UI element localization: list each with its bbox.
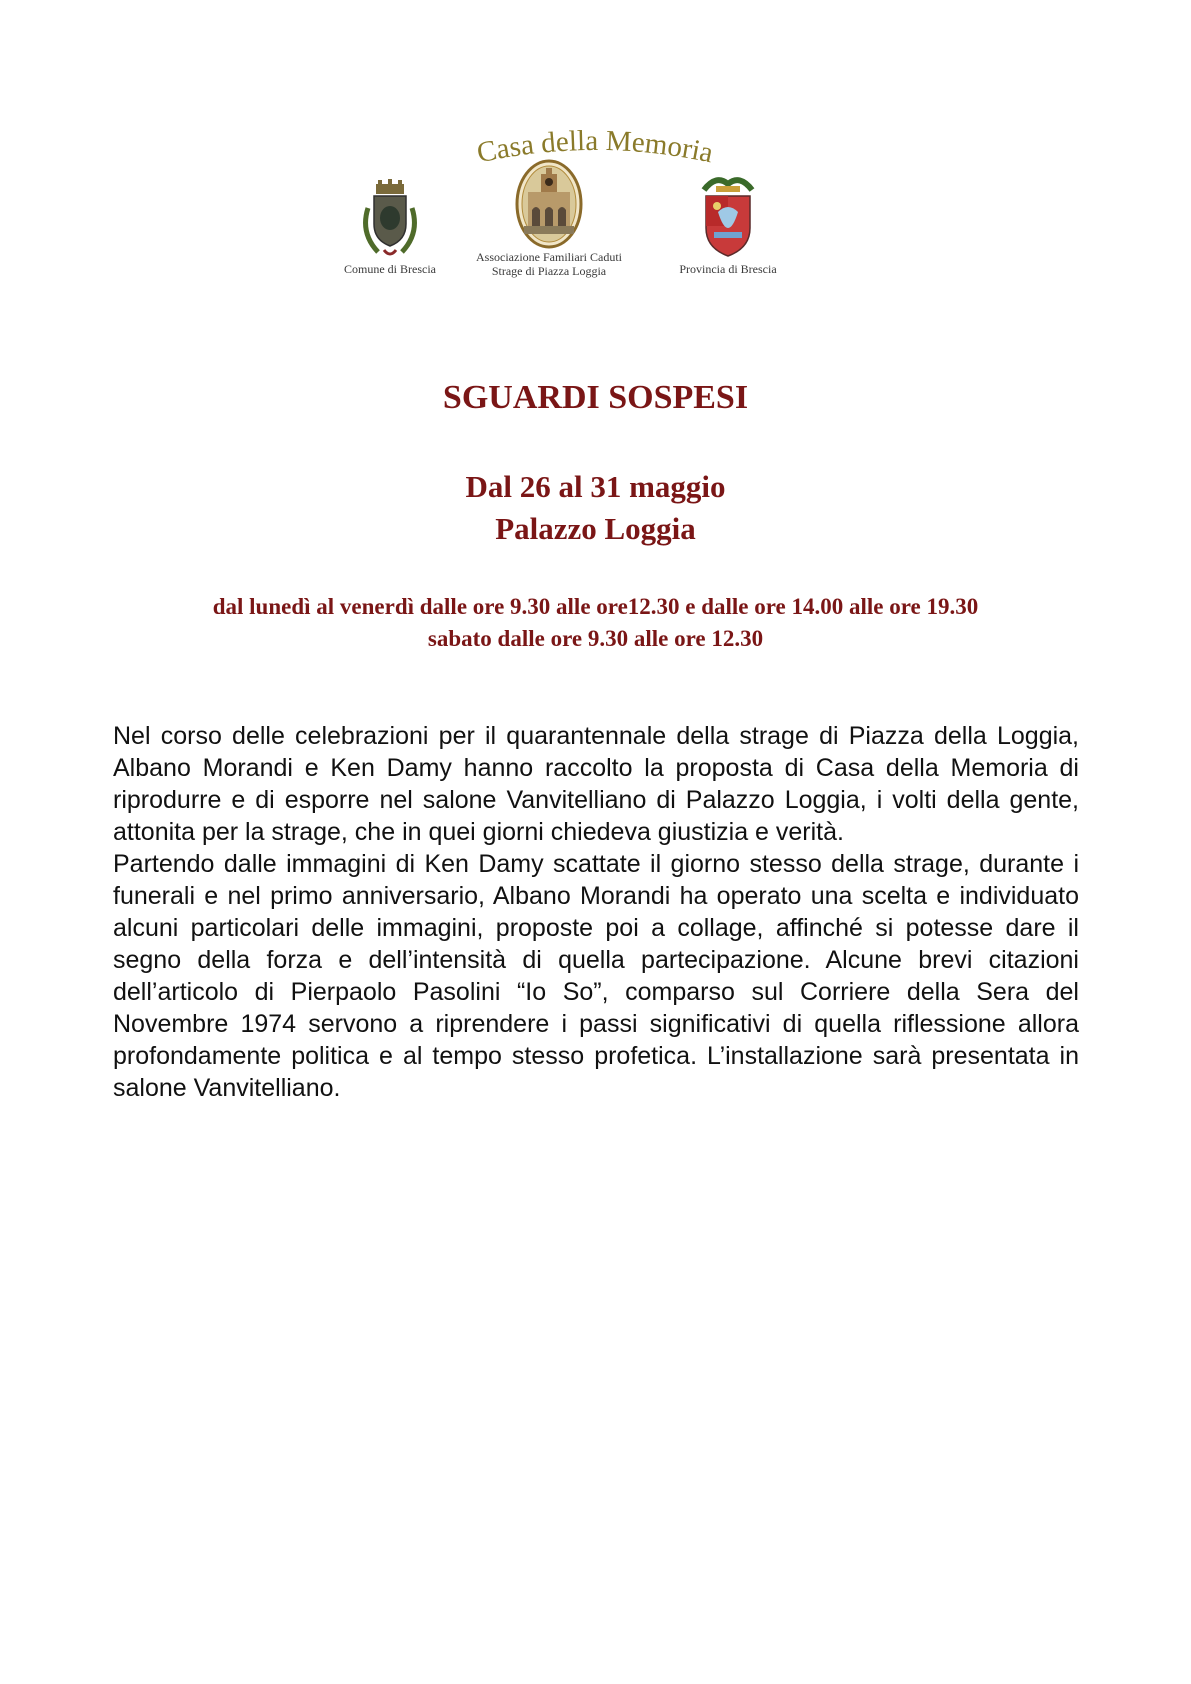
hours-weekdays: dal lunedì al venerdì dalle ore 9.30 alle ore12.30 e dalle ore 14.00 alle ore 19.30 [212,594,979,619]
body-paragraph-2: Partendo dalle immagini di Ken Damy scattate il giorno stesso della strage, durante i funerali e nel primo anniversario, Albano Morandi ha operato una scelta e individuato alcuni particolari delle immagini, proposte poi a collage, affinché si potesse dare il segno della forza e dell’intensità di quella partecipazione. Alcune brevi citazioni dell’articolo di Pierpaolo Pasolini “Io So”, comparso sul Corriere della Sera del Novembre 1974 servono a riprendere i passi significativi di quella riflessione allora profondamente politica e al tempo stesso profetica. L’installazione sarà presentata in salone Vanvitelliano. [113,850,1079,1102]
body-paragraph-1: Nel corso delle celebrazioni per il quarantennale della strage di Piazza della Loggia, Albano Morandi e Ken Damy hanno raccolto la proposta di Casa della Memoria di riprodurre e di esporre nel salone Vanvitelliano di Palazzo Loggia, i volti della gente, attonita per la strage, che in quei giorni chiedeva giustizia e verità. [113,722,1079,846]
header-logos [340,120,850,300]
associazione-label-line2: Strage di Piazza Loggia [491,264,607,278]
hours-saturday: sabato dalle ore 9.30 alle ore 12.30 [427,626,764,651]
comune-di-brescia-label: Comune di Brescia [344,262,436,276]
piazza-loggia-oval-icon [514,158,584,250]
comune-di-brescia-crest-icon [358,178,422,262]
svg-text:Casa della Memoria [474,125,716,169]
body-text [113,720,1079,1104]
provincia-di-brescia-crest-icon [696,172,760,260]
associazione-label-line1: Associazione Familiari Caduti [476,250,622,264]
provincia-di-brescia-label: Provincia di Brescia [679,262,777,276]
page-title: SGUARDI SOSPESI [442,379,749,416]
logo-title-text: Casa della Memoria [474,124,716,170]
event-venue: Palazzo Loggia [495,511,696,546]
event-dates: Dal 26 al 31 maggio [465,469,726,504]
